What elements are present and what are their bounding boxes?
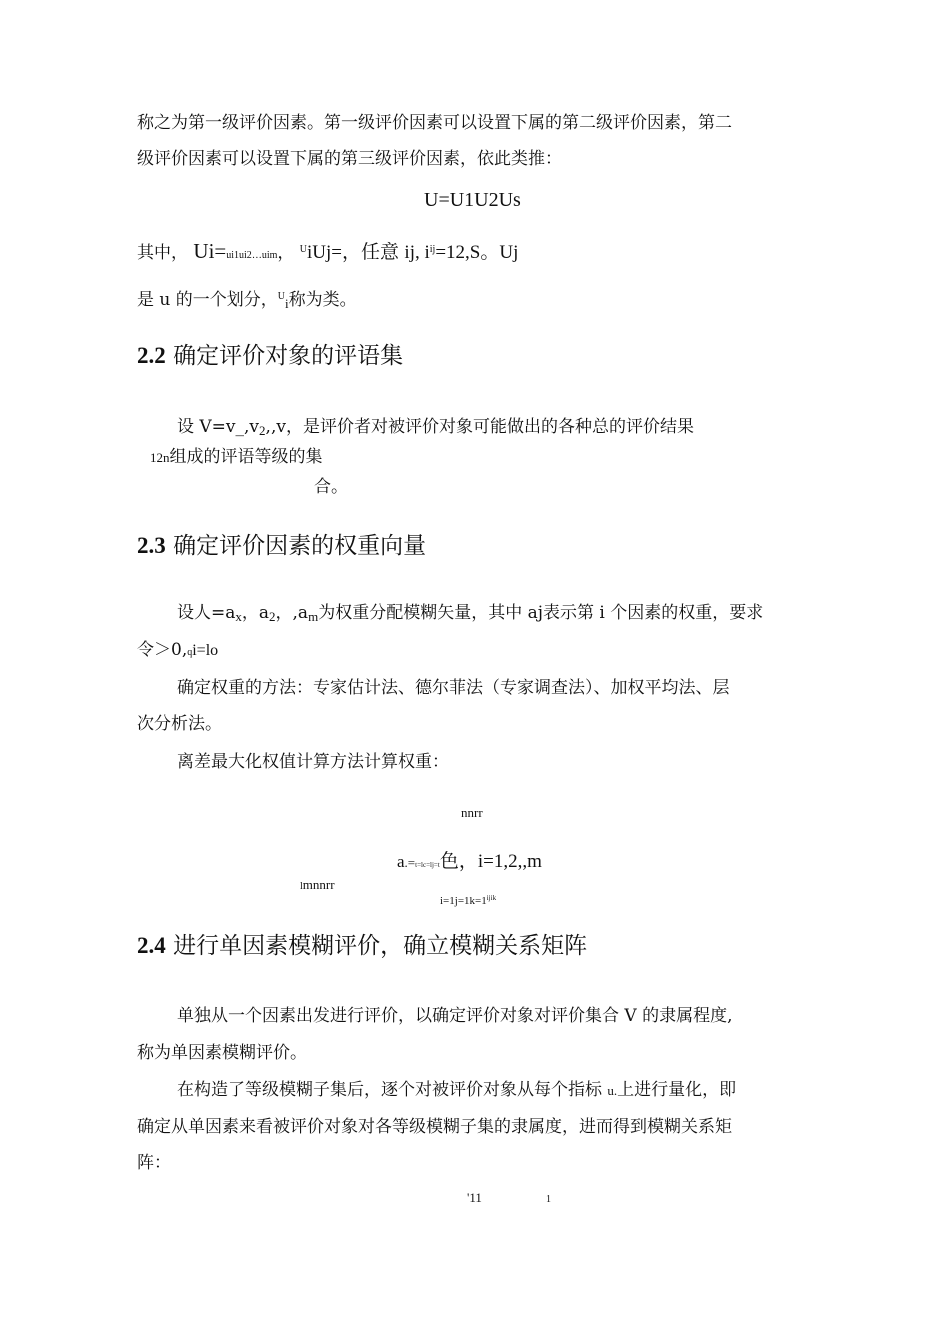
formula-denominator: lmnnrr: [300, 877, 335, 892]
section-heading-2-3: 2.3 确定评价因素的权重向量: [137, 533, 427, 559]
paragraph-line: 称之为第一级评价因素。第一级评价因素可以设置下属的第二级评价因素，第二: [137, 113, 732, 133]
paragraph-line: 在构造了等级模糊子集后，逐个对被评价对象从每个指标 u.上进行量化，即: [177, 1080, 737, 1100]
paragraph-line: 令＞0,qi=lo: [137, 640, 219, 660]
section-heading-2-2: 2.2 确定评价对象的评语集: [137, 343, 404, 369]
paragraph-line: 12n组成的评语等级的集: [150, 447, 323, 467]
paragraph-line: 合。: [314, 477, 348, 497]
paragraph-line: 称为单因素模糊评价。: [137, 1043, 307, 1063]
paragraph-line: 单独从一个因素出发进行评价，以确定评价对象对评价集合 V 的隶属程度,: [177, 1006, 733, 1026]
paragraph-line: 级评价因素可以设置下属的第三级评价因素，依此类推：: [137, 149, 562, 169]
paragraph-line: 离差最大化权值计算方法计算权重：: [177, 752, 449, 772]
paragraph-line: 设 $V=v\_,v_2,,v$，是评价者对被评价对象可能做出的各种总的评价结果: [177, 417, 694, 438]
paragraph-line: 确定权重的方法：专家估计法、德尔菲法（专家调查法）、加权平均法、层: [177, 678, 730, 698]
formula-numerator: nnrr: [461, 805, 483, 820]
section-heading-2-4: 2.4 进行单因素模糊评价，确立模糊关系矩阵: [137, 933, 588, 959]
paragraph-line: 设人$=a_x$，$a_2$，$,a_m$为权重分配模糊矢量，其中 aj表示第 i 个因素的权重，要求: [177, 603, 764, 624]
paragraph-line: 其中， Ui=ui1ui2…uim， $^U$iUj=，任意 ij, $i^{ij}=12,S$。Uj: [137, 239, 519, 263]
paragraph-line: 确定从单因素来看被评价对象对各等级模糊子集的隶属度，进而得到模糊关系矩: [137, 1117, 732, 1137]
formula-limits: $i=1j=1k=1^{ijik}$: [440, 894, 497, 907]
equation: U=U1U2Us: [424, 189, 521, 211]
paragraph-line: 是 u 的一个划分，$^U_i$称为类。: [137, 290, 357, 311]
matrix-fragment: '11: [467, 1190, 482, 1205]
matrix-fragment: 1: [546, 1194, 551, 1205]
paragraph-line: 次分析法。: [137, 714, 222, 734]
formula-main: a.=t=lc=lj=t色，i=1,2,,m: [397, 851, 542, 872]
paragraph-line: 阵：: [137, 1153, 171, 1173]
